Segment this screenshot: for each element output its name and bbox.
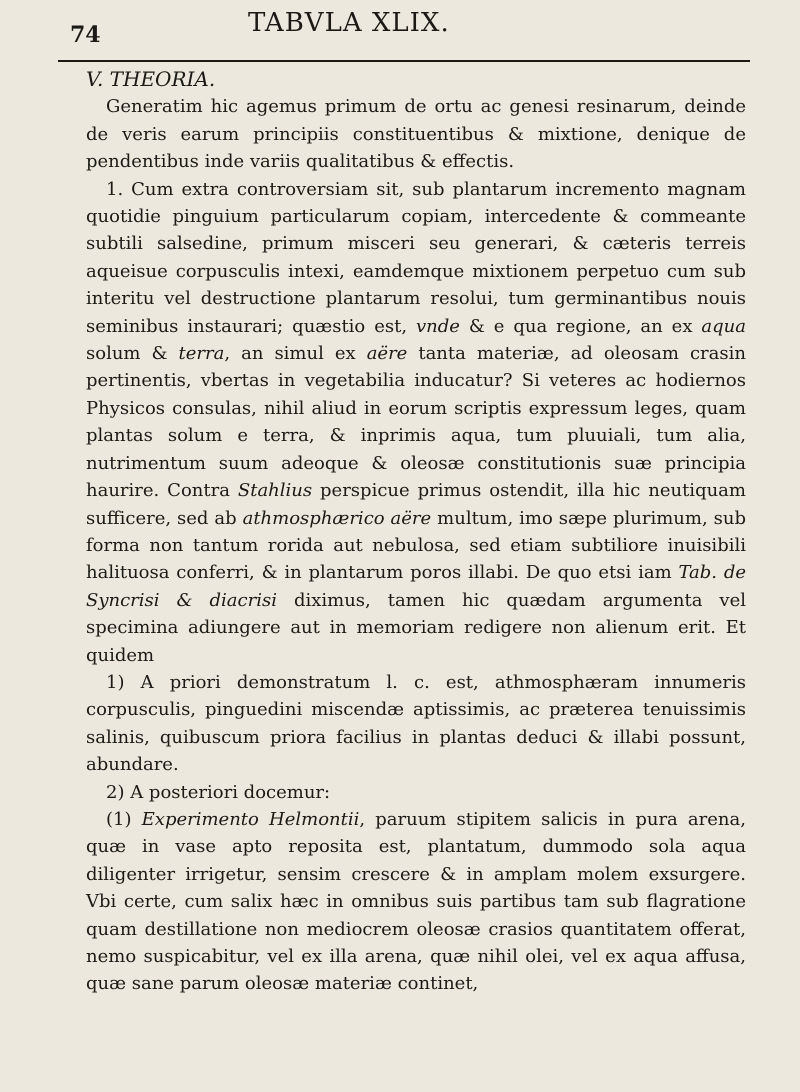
section-label: V. THEORIA. [86,67,216,91]
paragraph-4 [86,806,746,998]
running-title: TABVLA XLIX. [248,8,450,38]
p1-text-a: 1. Cum extra controversiam sit, sub plantarum incremento magnam quotidie pinguium particularum copiam, intercedente & commeante subtili salsedine, primum misceri seu generari, & cæteris terreis aqueisue corpusculis intexi, eamdemque mixtionem perpetuo cum sub interitu vel destructione plantarum resolui, tum germinantibus nouis seminibus instaurari; quæstio est, [86,178,746,337]
body-text [86,66,746,998]
p1-text-g: , an simul ex [224,343,356,365]
page-number: 74 [70,22,101,48]
p1-word-terra: terra [178,343,225,365]
p1-word-aere: aëre [366,343,408,365]
intro-paragraph: Generatim hic agemus primum de ortu ac genesi resinarum, deinde de veris earum principiis constituentibus & mixtione, denique de pendentibus inde variis qualitatibus & effectis. [86,96,746,173]
p1-phrase-athmospherico: athmosphærico aëre [242,507,432,529]
paragraph-3: 2) A posteriori docemur: [106,781,331,803]
p1-word-aqua: aqua [701,315,746,337]
p4-text-c: , paruum stipitem salicis in pura arena, quæ in vase apto reposita est, plantatum, dummodo sola aqua diligenter irrigetur, sensim crescere & in amplam molem exsurgere. Vbi certe, cum salix hæc in omnibus suis partibus tam sub flagratione quam destillatione non mediocrem oleosæ crasios quantitatem offerat, nemo suspicabitur, vel ex illa arena, quæ nihil olei, vel ex aqua affusa, quæ sane parum oleosæ materiæ continet, [86,808,746,995]
p1-text-k: perspicue primus ostendit, illa hic neutiquam sufficere, sed ab [86,480,746,529]
p1-text-i: tanta materiæ, ad oleosam crasin pertinentis, vbertas in vegetabilia inducatur? Si veteres ac hodiernos Physicos consulas, nihil aliud in eorum scriptis expressum leges, quam plantas solum e terra, & inprimis aqua, tum pluuiali, tum alia, nutrimentum suum adeoque & oleosæ constitutionis suæ principia haurire. Contra [86,343,746,502]
paragraph-2: 1) A priori demonstratum l. c. est, athmosphæram innumeris corpusculis, pinguedini miscendæ aptissimis, ac præterea tenuissimis salinis, quibuscum priora facilius in plantas deduci & illabi possunt, abundare. [86,671,746,776]
p1-word-vnde: vnde [415,315,460,337]
p4-experiment-title: Experimento Helmontii [141,808,360,830]
p1-text-m: multum, imo sæpe plurimum, sub forma non tantum rorida aut nebulosa, sed etiam subtiliore inuisibili halituosa conferri, & in plantarum poros illabi. De quo etsi iam [86,507,746,584]
p1-text-c: & e qua regione, an ex [468,315,693,337]
p1-text-o: diximus, tamen hic quædam argumenta vel specimina adiungere aut in memoriam redigere non alienum erit. Et quidem [86,589,746,666]
p4-number: (1) [106,808,132,830]
paragraph-1 [86,176,746,669]
p1-name-stahlius: Stahlius [237,480,313,502]
p1-reference-tab: Tab. de Syncrisi & diacrisi [86,562,746,611]
p1-text-e: solum & [86,343,168,365]
